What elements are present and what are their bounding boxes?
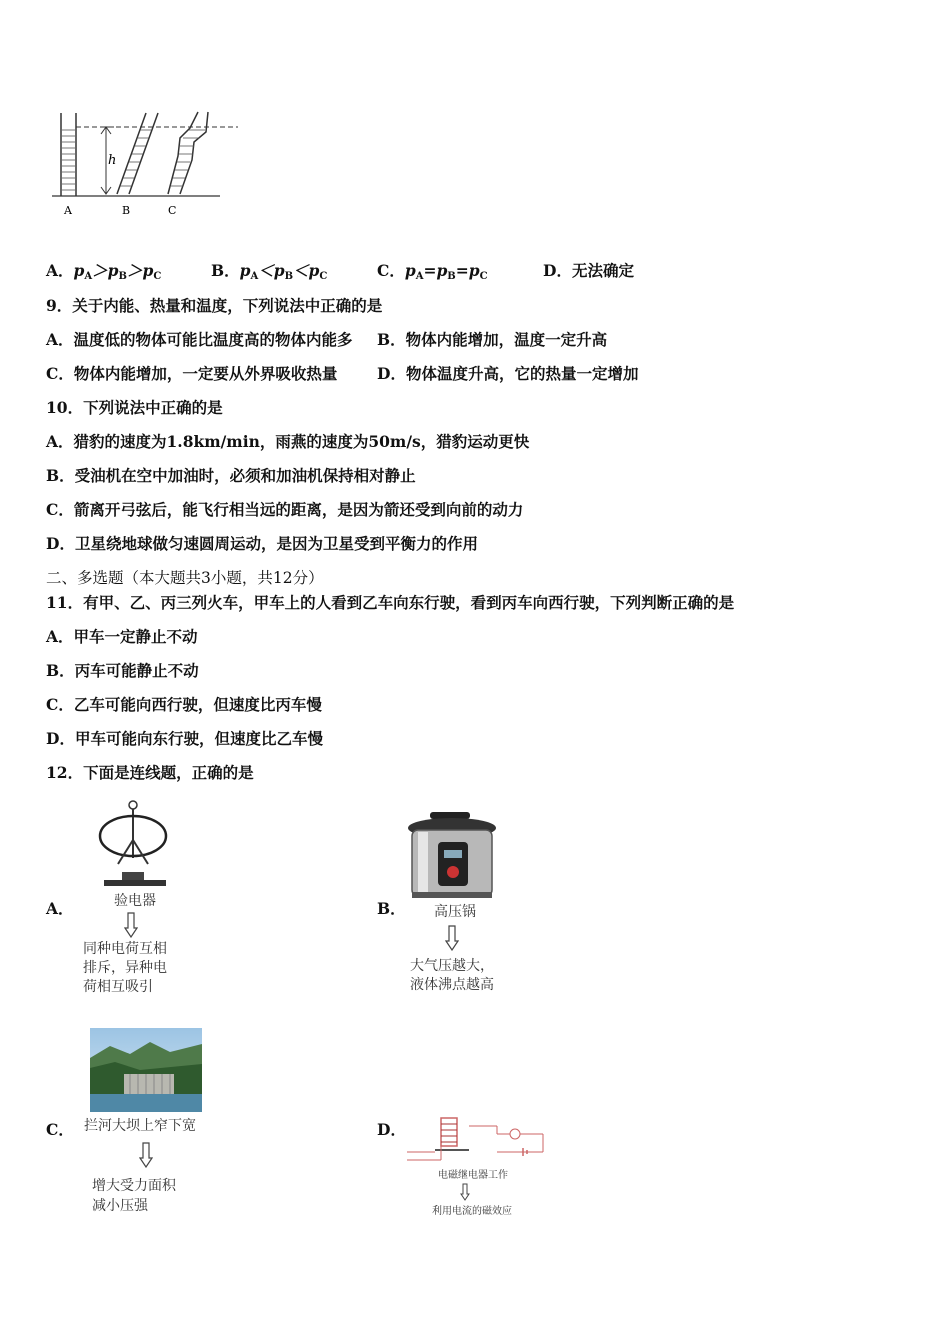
q11-option-c[interactable]: C．乙车可能向西行驶，但速度比丙车慢 — [46, 695, 322, 714]
q8-option-d[interactable]: D．无法确定 — [543, 261, 634, 280]
q11-stem: 11．有甲、乙、丙三列火车，甲车上的人看到乙车向东行驶，看到丙车向西行驶，下列判断正确的是 — [46, 593, 735, 612]
q8-option-c[interactable]: C．$p_A=p_B=p_C$ — [377, 261, 488, 282]
q11-option-b[interactable]: B．丙车可能静止不动 — [46, 661, 199, 680]
down-arrow-icon — [445, 925, 459, 951]
q10-option-b[interactable]: B．受油机在空中加油时，必须和加油机保持相对静止 — [46, 466, 416, 485]
liquid-columns-figure — [48, 108, 243, 223]
q12-option-d-label[interactable]: D． — [377, 1120, 406, 1139]
q8-option-a[interactable]: A．$p_A>p_B>p_C$ — [46, 261, 162, 282]
q12-option-a-label[interactable]: A． — [46, 899, 74, 918]
q8-option-b-relation: $p_A<p_B<p_C$ — [239, 261, 328, 282]
height-label: h — [108, 153, 117, 168]
electroscope-icon — [96, 800, 176, 892]
q12-option-c-text-1: 增大受力面积 — [92, 1178, 176, 1194]
q8-option-a-relation: $p_A>p_B>p_C$ — [73, 261, 162, 282]
q9-stem: 9．关于内能、热量和温度，下列说法中正确的是 — [46, 296, 383, 315]
q12-option-d-text: 利用电流的磁效应 — [432, 1206, 512, 1217]
q12-option-d-title: 电磁继电器工作 — [438, 1170, 508, 1181]
tube-label-c: C — [168, 204, 177, 217]
q12-option-b-text-1: 大气压越大， — [410, 958, 494, 974]
relay-circuit-icon — [405, 1112, 547, 1166]
q8-option-c-relation: $p_A=p_B=p_C$ — [404, 261, 488, 282]
down-arrow-icon — [460, 1183, 470, 1201]
down-arrow-icon — [124, 912, 138, 938]
q9-option-a[interactable]: A．温度低的物体可能比温度高的物体内能多 — [46, 330, 353, 349]
q12-stem: 12．下面是连线题，正确的是 — [46, 763, 254, 782]
q12-option-c-title: 拦河大坝上窄下宽 — [84, 1118, 196, 1134]
q8-option-b[interactable]: B．$p_A<p_B<p_C$ — [211, 261, 328, 282]
q12-option-a-title: 验电器 — [114, 893, 156, 909]
q12-option-a-text-1: 同种电荷互相 — [83, 941, 167, 957]
q12-option-b-label[interactable]: B． — [377, 899, 406, 918]
q12-option-c-text-2: 减小压强 — [92, 1198, 148, 1214]
q10-option-a[interactable]: A．猎豹的速度为1.8km/min，雨燕的速度为50m/s，猎豹运动更快 — [46, 432, 530, 451]
q9-option-b[interactable]: B．物体内能增加，温度一定升高 — [377, 330, 608, 349]
q12-option-b-text-2: 液体沸点越高 — [410, 977, 494, 993]
section-heading: 二、多选题（本大题共3小题，共12分） — [46, 569, 324, 587]
q12-option-b-title: 高压锅 — [434, 904, 476, 920]
q11-option-a[interactable]: A．甲车一定静止不动 — [46, 627, 198, 646]
q12-option-a-text-3: 荷相互吸引 — [83, 979, 153, 995]
q9-option-d[interactable]: D．物体温度升高，它的热量一定增加 — [377, 364, 639, 383]
down-arrow-icon — [139, 1142, 153, 1168]
q10-option-d[interactable]: D．卫星绕地球做匀速圆周运动，是因为卫星受到平衡力的作用 — [46, 534, 478, 553]
q10-option-c[interactable]: C．箭离开弓弦后，能飞行相当远的距离，是因为箭还受到向前的动力 — [46, 500, 524, 519]
pressure-cooker-icon — [404, 810, 500, 902]
q11-option-d[interactable]: D．甲车可能向东行驶，但速度比乙车慢 — [46, 729, 323, 748]
q12-option-c-label[interactable]: C． — [46, 1120, 74, 1139]
q12-option-a-text-2: 排斥，异种电 — [83, 960, 167, 976]
q10-stem: 10．下列说法中正确的是 — [46, 398, 223, 417]
q9-option-c[interactable]: C．物体内能增加，一定要从外界吸收热量 — [46, 364, 338, 383]
dam-photo — [90, 1028, 202, 1112]
tube-label-a: A — [64, 204, 72, 217]
tube-label-b: B — [122, 204, 131, 217]
